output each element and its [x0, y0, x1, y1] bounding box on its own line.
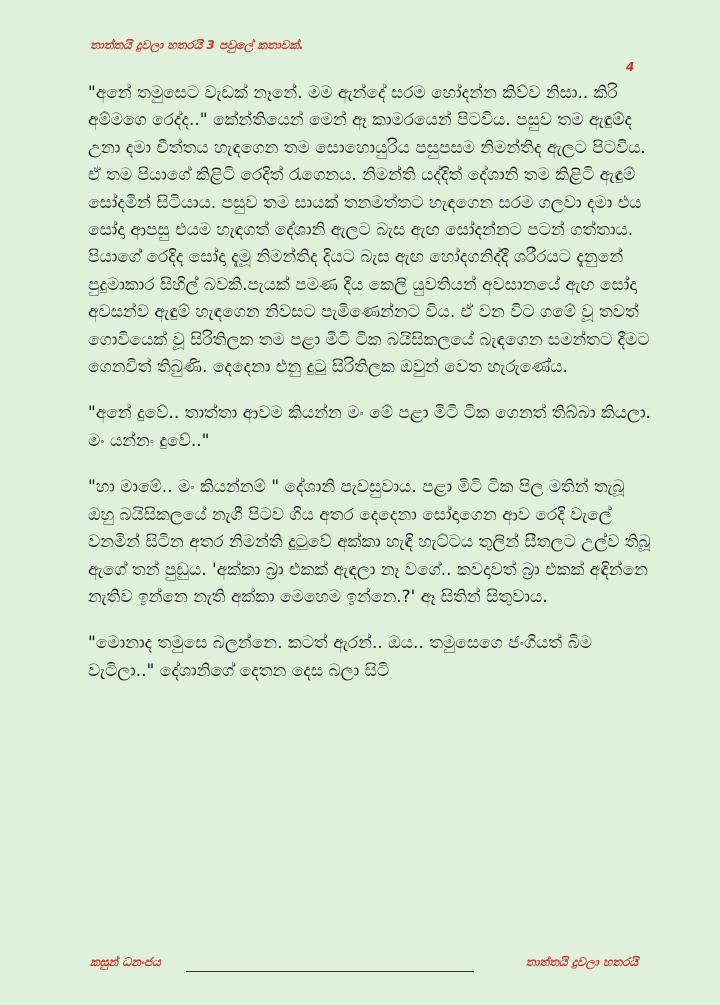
footer-title: තාත්තයි දුවලා හතරයි	[525, 955, 638, 969]
paragraph-3: "හා මාමේ.. මං කියන්නම් " දේශානි පැවසුවාය. පළා මිටි ටික පිල මතින් තැබූ ඔහු බයිසිකලයේ නැගී පිටව ගිය අතර දෙදෙනා සෝදාගෙන ආව රෙදි වැලේ වනමින් සිටින අතර නිමන්ති දුටුවේ අක්කා හැඳි හැට්ටය තුලින් සීතලට උල්ව තිබූ ඇගේ තන් පුඩුය. 'අක්කා බ්‍රා එකක් ඇඳලා නෑ වගේ.. කවදාවත් බ්‍රා එකක් අඳින්නෙ නැතිව ඉන්නෙ නැති අක්කා මෙහෙම ඉන්නෙ.?' ඈ සිතින් සිතුවාය.	[88, 477, 651, 607]
header-title: තාත්තයි දුවලා හතරයි 3 පවුලේ කතාවක්.	[90, 38, 304, 52]
page-footer	[90, 955, 638, 977]
footer-author: කසුන් ධනංජය	[90, 955, 161, 969]
paragraph-4: "මොනාද තමුසෙ බලන්නෙ. කටත් ඇරන්.. ඔය.. තමුසෙගෙ ජංගියත් බිම වැටිලා.." දේශානිගේ දෙතන දෙස බලා සිටි	[88, 633, 592, 681]
story-body	[88, 80, 654, 685]
footer-divider	[186, 971, 474, 972]
paragraph-1: "අනේ තමුසෙට වැඩක් නෑනේ. මම ඇන්දේ සරම හෝදන්න කිව්ව නිසා.. කිරි අම්මගෙ රෙද්ද.." කේන්තියෙන් මෙන් ඈ කාමරයෙන් පිටවිය. පසුව තම ඇඳුම්ද උනා දමා චීත්තය හැඳගෙන තම සොහොයුරිය පසුපසම නිමන්තිද ඇලට පිටවිය. ඒ තම පියාගේ කිළිටි රෙදිත් රැගෙනය. නිමන්ති යද්දිත් දේශානි තම කිළිටි ඇඳුම් සෝදමින් සිටියාය. පසුව තම සායක් තනමත්තට හැඳගෙන සරම ගලවා දමා එය සෝදා ආපසු එයම හැඳගත් දේශානි ඇලට බැස ඇඟ සෝදන්නට පටන් ගත්තාය. පියාගේ රෙදිද සෝදා දැමූ නිමන්තිද දියට බැස ඇඟ හෝදගනිද්දී ශරීරයට දැනුනේ පුදුමාකාර සිහිල් බවකි.පැයක් පමණ දිය කෙලි යුවතියන් අවසානයේ ඇඟ සෝදා අවසන්ව ඇඳුම් හැඳගෙන නිවසට පැමිණෙන්නට විය. ඒ වන විට ගමේ වූ තවත් ගොවියෙක් වූ සිරිතිලක තම පළා මිටි ටික බයිසිකලයේ බැඳගෙන සමන්තට දීමට ගෙනවිත් තිබුණි. දෙදෙනා එනු දුටු සිරිතිලක ඔවුන් වෙත හැරුණේය.	[88, 83, 650, 378]
paragraph-2: "අනේ දුවේ.. තාත්තා ආවම කියන්න මං මේ පළා මිටි ටික ගෙනත් තිබ්බා කියලා. මං යන්නං දුවේ.."	[88, 403, 651, 451]
page-number: 4	[626, 60, 635, 74]
